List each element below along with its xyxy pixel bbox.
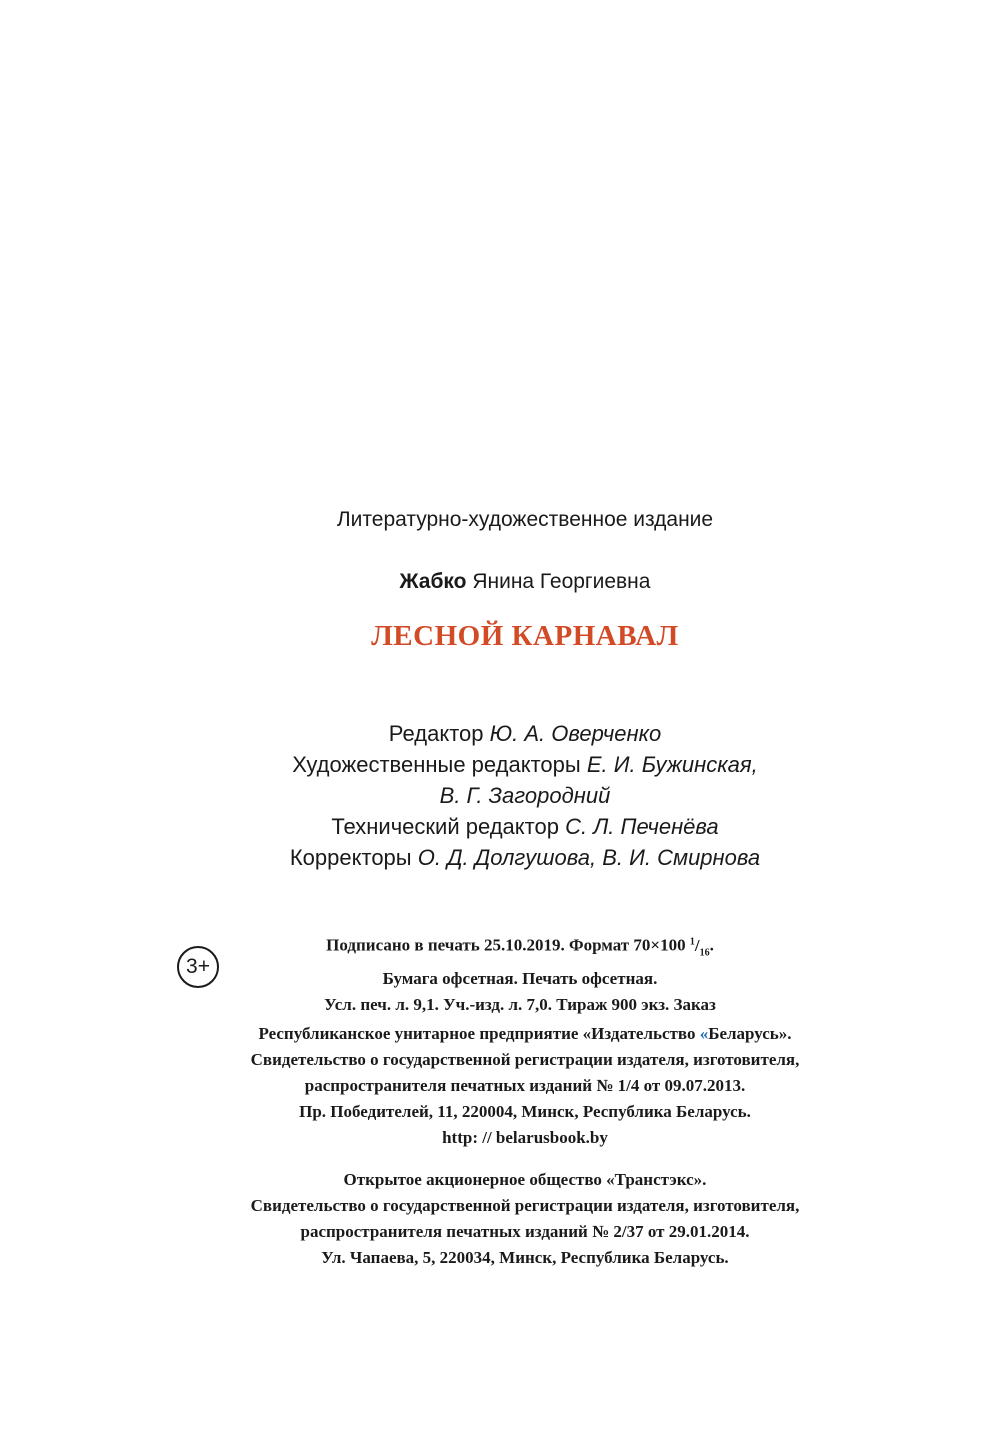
print-info-line-2: Бумага офсетная. Печать офсетная. <box>382 969 658 989</box>
author-line <box>0 570 1000 594</box>
art-editors-role: Художественные редакторы <box>292 752 581 777</box>
print-info-block <box>240 929 800 1018</box>
printer-address: Ул. Чапаева, 5, 220034, Минск, Республика Беларусь. <box>321 1248 729 1267</box>
editor-line <box>0 718 1000 749</box>
publisher-line-3: распространителя печатных изданий № 1/4 от 09.07.2013. <box>304 1076 746 1095</box>
printer-line-1: Открытое акционерное общество «Транстэкс». <box>343 1170 707 1189</box>
printer-line-3: распространителя печатных изданий № 2/37 от 29.01.2014. <box>300 1222 750 1241</box>
print-info-line-1 <box>240 929 800 966</box>
print-line1-suffix: . <box>709 935 714 955</box>
editor-name: Ю. А. Оверченко <box>489 721 662 746</box>
print-signed-format: Подписано в печать 25.10.2019. Формат 70×100 <box>326 935 686 955</box>
book-title-text: ЛЕСНОЙ КАРНАВАЛ <box>371 620 679 652</box>
printer-block <box>0 1167 1000 1271</box>
age-rating-text: 3+ <box>186 955 210 978</box>
tech-editor-line <box>0 811 1000 842</box>
proofreaders-role: Корректоры <box>289 845 412 870</box>
publisher-line-2: Свидетельство о государственной регистрации издателя, изготовителя, <box>250 1050 800 1069</box>
age-rating-badge <box>177 946 219 988</box>
edition-type <box>0 508 1000 532</box>
art-editor-2-line <box>0 780 1000 811</box>
publisher-website: http: // belarusbook.by <box>442 1128 608 1147</box>
format-fraction: $^1/_{16}$ <box>689 935 710 959</box>
art-editor-1: Е. И. Бужинская, <box>586 752 758 777</box>
publisher-accent-quote: « <box>699 1024 709 1043</box>
book-title <box>0 620 1000 653</box>
proofreaders-line <box>0 842 1000 873</box>
publisher-block <box>0 1021 1000 1151</box>
publisher-line-1 <box>0 1021 1000 1047</box>
edition-type-text: Литературно-художественное издание <box>336 508 714 531</box>
tech-editor-name: С. Л. Печенёва <box>565 814 719 839</box>
publisher-name-suffix: Беларусь». <box>708 1024 792 1043</box>
printer-line-2: Свидетельство о государственной регистрации издателя, изготовителя, <box>250 1196 800 1215</box>
format-denominator: 16 <box>699 947 710 959</box>
author-surname: Жабко <box>399 570 467 593</box>
format-numerator: 1 <box>689 936 695 947</box>
author-given-names: Янина Георгиевна <box>472 570 651 593</box>
publisher-name-prefix: Республиканское унитарное предприятие «Издательство <box>258 1024 700 1043</box>
publisher-address: Пр. Победителей, 11, 220004, Минск, Республика Беларусь. <box>299 1102 751 1121</box>
credits-block <box>0 718 1000 873</box>
editor-role: Редактор <box>388 721 484 746</box>
art-editor-2: В. Г. Загородний <box>439 783 611 808</box>
tech-editor-role: Технический редактор <box>331 814 559 839</box>
art-editors-line <box>0 749 1000 780</box>
print-info-line-3: Усл. печ. л. 9,1. Уч.-изд. л. 7,0. Тираж 900 экз. Заказ <box>324 995 716 1015</box>
proofreaders-names: О. Д. Долгушова, В. И. Смирнова <box>417 845 761 870</box>
